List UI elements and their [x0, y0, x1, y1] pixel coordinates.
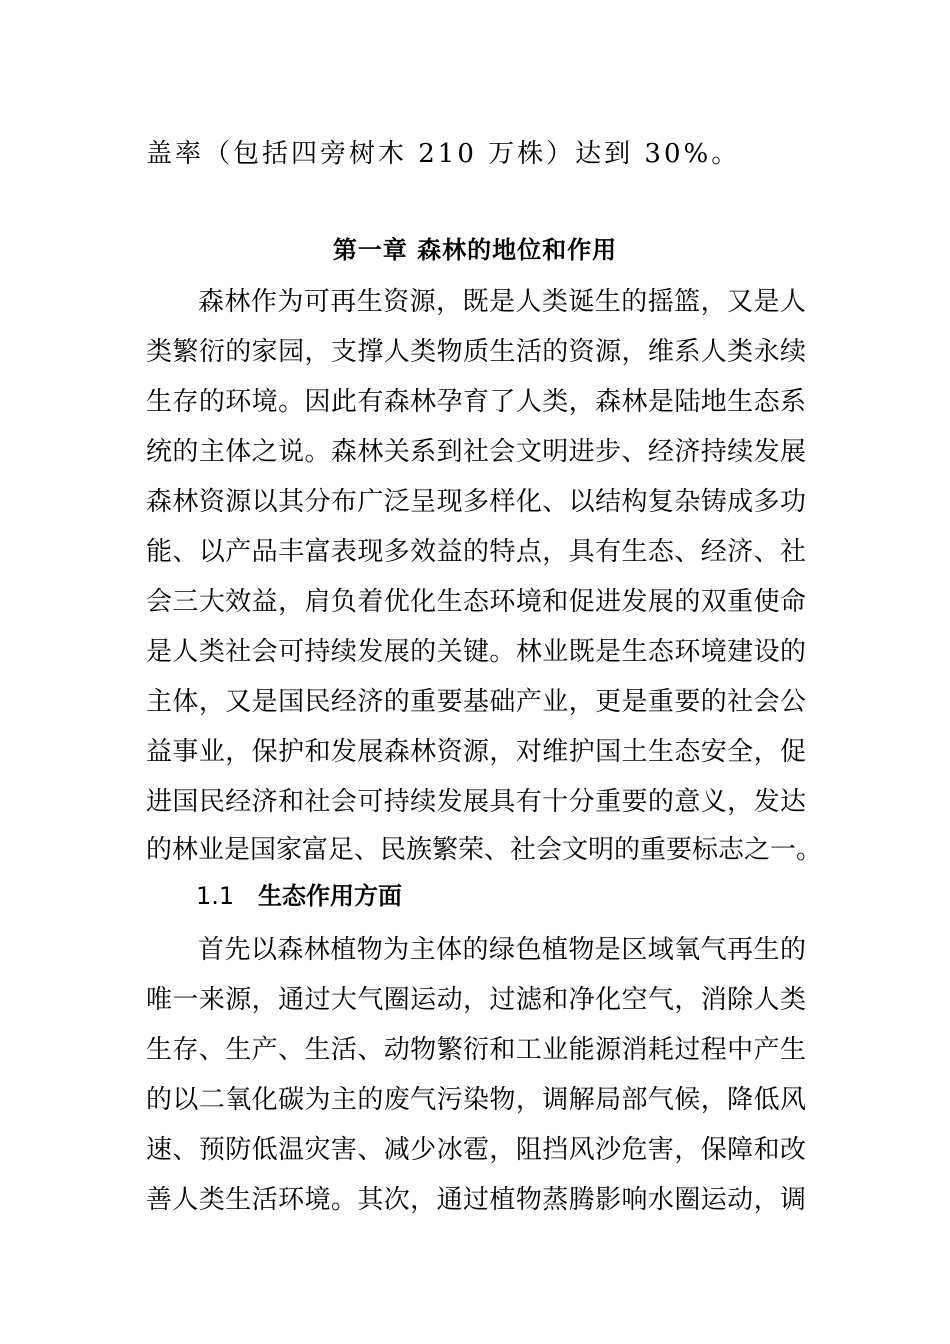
- paragraph-line: 会三大效益，肩负着优化生态环境和促进发展的双重使命: [146, 587, 806, 617]
- paragraph-line: 主体，又是国民经济的重要基础产业，更是重要的社会公: [146, 687, 806, 717]
- paragraph-line: 速、预防低温灾害、减少冰雹，阻挡风沙危害，保障和改: [146, 1135, 806, 1165]
- paragraph-continuation-line: 盖率（包括四旁树木 210 万株）达到 30%。: [146, 139, 741, 169]
- paragraph-line: 的林业是国家富足、民族繁荣、社会文明的重要标志之一。: [146, 835, 823, 865]
- section-heading: [196, 878, 402, 914]
- paragraph-line: 的以二氧化碳为主的废气污染物，调解局部气候，降低风: [146, 1085, 806, 1115]
- paragraph-line: 统的主体之说。森林关系到社会文明进步、经济持续发展: [146, 437, 806, 467]
- section-title: 生态作用方面: [258, 882, 402, 910]
- paragraph-line: 善人类生活环境。其次，通过植物蒸腾影响水圈运动，调: [146, 1185, 806, 1215]
- paragraph-line: 是人类社会可持续发展的关键。林业既是生态环境建设的: [146, 637, 806, 667]
- chapter-title: 第一章 森林的地位和作用: [332, 236, 618, 264]
- paragraph-line: 唯一来源，通过大气圈运动，过滤和净化空气，消除人类: [146, 985, 806, 1015]
- paragraph-line: 首先以森林植物为主体的绿色植物是区域氧气再生的: [198, 935, 806, 965]
- paragraph-line: 森林作为可再生资源，既是人类诞生的摇篮，又是人: [198, 287, 806, 317]
- paragraph-line: 进国民经济和社会可持续发展具有十分重要的意义，发达: [146, 787, 806, 817]
- section-number: 1.1: [196, 882, 235, 910]
- paragraph-line: 生存、生产、生活、动物繁衍和工业能源消耗过程中产生: [146, 1035, 806, 1065]
- paragraph-line: 森林资源以其分布广泛呈现多样化、以结构复杂铸成多功: [146, 487, 806, 517]
- paragraph-line: 益事业，保护和发展森林资源，对维护国土生态安全，促: [146, 737, 806, 767]
- paragraph-line: 能、以产品丰富表现多效益的特点，具有生态、经济、社: [146, 537, 806, 567]
- paragraph-line: 类繁衍的家园，支撑人类物质生活的资源，维系人类永续: [146, 337, 806, 367]
- paragraph-line: 生存的环境。因此有森林孕育了人类，森林是陆地生态系: [146, 387, 806, 417]
